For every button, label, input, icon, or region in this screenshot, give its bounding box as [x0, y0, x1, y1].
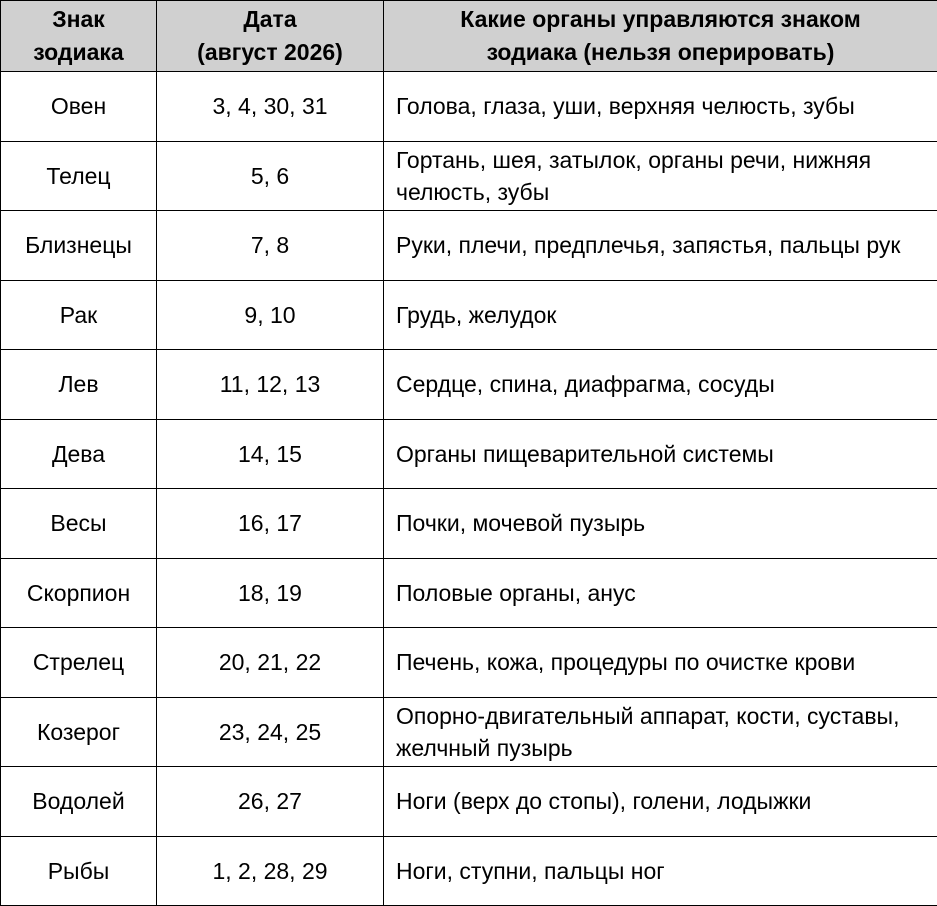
cell-dates: 20, 21, 22 [157, 628, 384, 698]
cell-organs: Голова, глаза, уши, верхняя челюсть, зубы [384, 72, 937, 142]
cell-sign: Рыбы [1, 836, 157, 906]
header-date [157, 1, 384, 72]
cell-sign: Лев [1, 350, 157, 420]
cell-sign: Дева [1, 419, 157, 489]
table-row [1, 280, 937, 350]
cell-dates: 7, 8 [157, 211, 384, 281]
table-row [1, 489, 937, 559]
header-sign-line-1: Знак [7, 3, 150, 36]
header-sign-line-2: зодиака [7, 36, 150, 69]
table-row [1, 767, 937, 837]
header-sign [1, 1, 157, 72]
table-row [1, 836, 937, 906]
cell-organs: Печень, кожа, процедуры по очистке крови [384, 628, 937, 698]
header-organs-line-2: зодиака (нельзя оперировать) [390, 36, 931, 69]
cell-sign: Скорпион [1, 558, 157, 628]
cell-dates: 16, 17 [157, 489, 384, 559]
cell-organs: Половые органы, анус [384, 558, 937, 628]
cell-organs: Ноги (верх до стопы), голени, лодыжки [384, 767, 937, 837]
cell-dates: 14, 15 [157, 419, 384, 489]
cell-sign: Стрелец [1, 628, 157, 698]
table-row [1, 141, 937, 211]
cell-dates: 3, 4, 30, 31 [157, 72, 384, 142]
cell-organs: Опорно-двигательный аппарат, кости, суставы, желчный пузырь [384, 697, 937, 767]
table-row [1, 211, 937, 281]
table-row [1, 697, 937, 767]
header-date-line-2: (август 2026) [163, 36, 377, 69]
table-row [1, 350, 937, 420]
header-row [1, 1, 937, 72]
cell-dates: 23, 24, 25 [157, 697, 384, 767]
cell-organs: Грудь, желудок [384, 280, 937, 350]
cell-dates: 5, 6 [157, 141, 384, 211]
cell-sign: Рак [1, 280, 157, 350]
cell-organs: Почки, мочевой пузырь [384, 489, 937, 559]
header-date-line-1: Дата [163, 3, 377, 36]
cell-organs: Руки, плечи, предплечья, запястья, пальцы рук [384, 211, 937, 281]
table-row [1, 419, 937, 489]
table-header [1, 1, 937, 72]
cell-organs: Гортань, шея, затылок, органы речи, нижняя челюсть, зубы [384, 141, 937, 211]
cell-dates: 11, 12, 13 [157, 350, 384, 420]
cell-sign: Козерог [1, 697, 157, 767]
cell-dates: 26, 27 [157, 767, 384, 837]
cell-dates: 1, 2, 28, 29 [157, 836, 384, 906]
table-body [1, 72, 937, 906]
cell-sign: Близнецы [1, 211, 157, 281]
cell-sign: Овен [1, 72, 157, 142]
table-row [1, 628, 937, 698]
cell-dates: 18, 19 [157, 558, 384, 628]
cell-organs: Ноги, ступни, пальцы ног [384, 836, 937, 906]
header-organs [384, 1, 937, 72]
cell-sign: Телец [1, 141, 157, 211]
cell-sign: Водолей [1, 767, 157, 837]
header-organs-line-1: Какие органы управляются знаком [390, 3, 931, 36]
cell-organs: Органы пищеварительной системы [384, 419, 937, 489]
table-row [1, 72, 937, 142]
table-row [1, 558, 937, 628]
cell-sign: Весы [1, 489, 157, 559]
cell-organs: Сердце, спина, диафрагма, сосуды [384, 350, 937, 420]
cell-dates: 9, 10 [157, 280, 384, 350]
